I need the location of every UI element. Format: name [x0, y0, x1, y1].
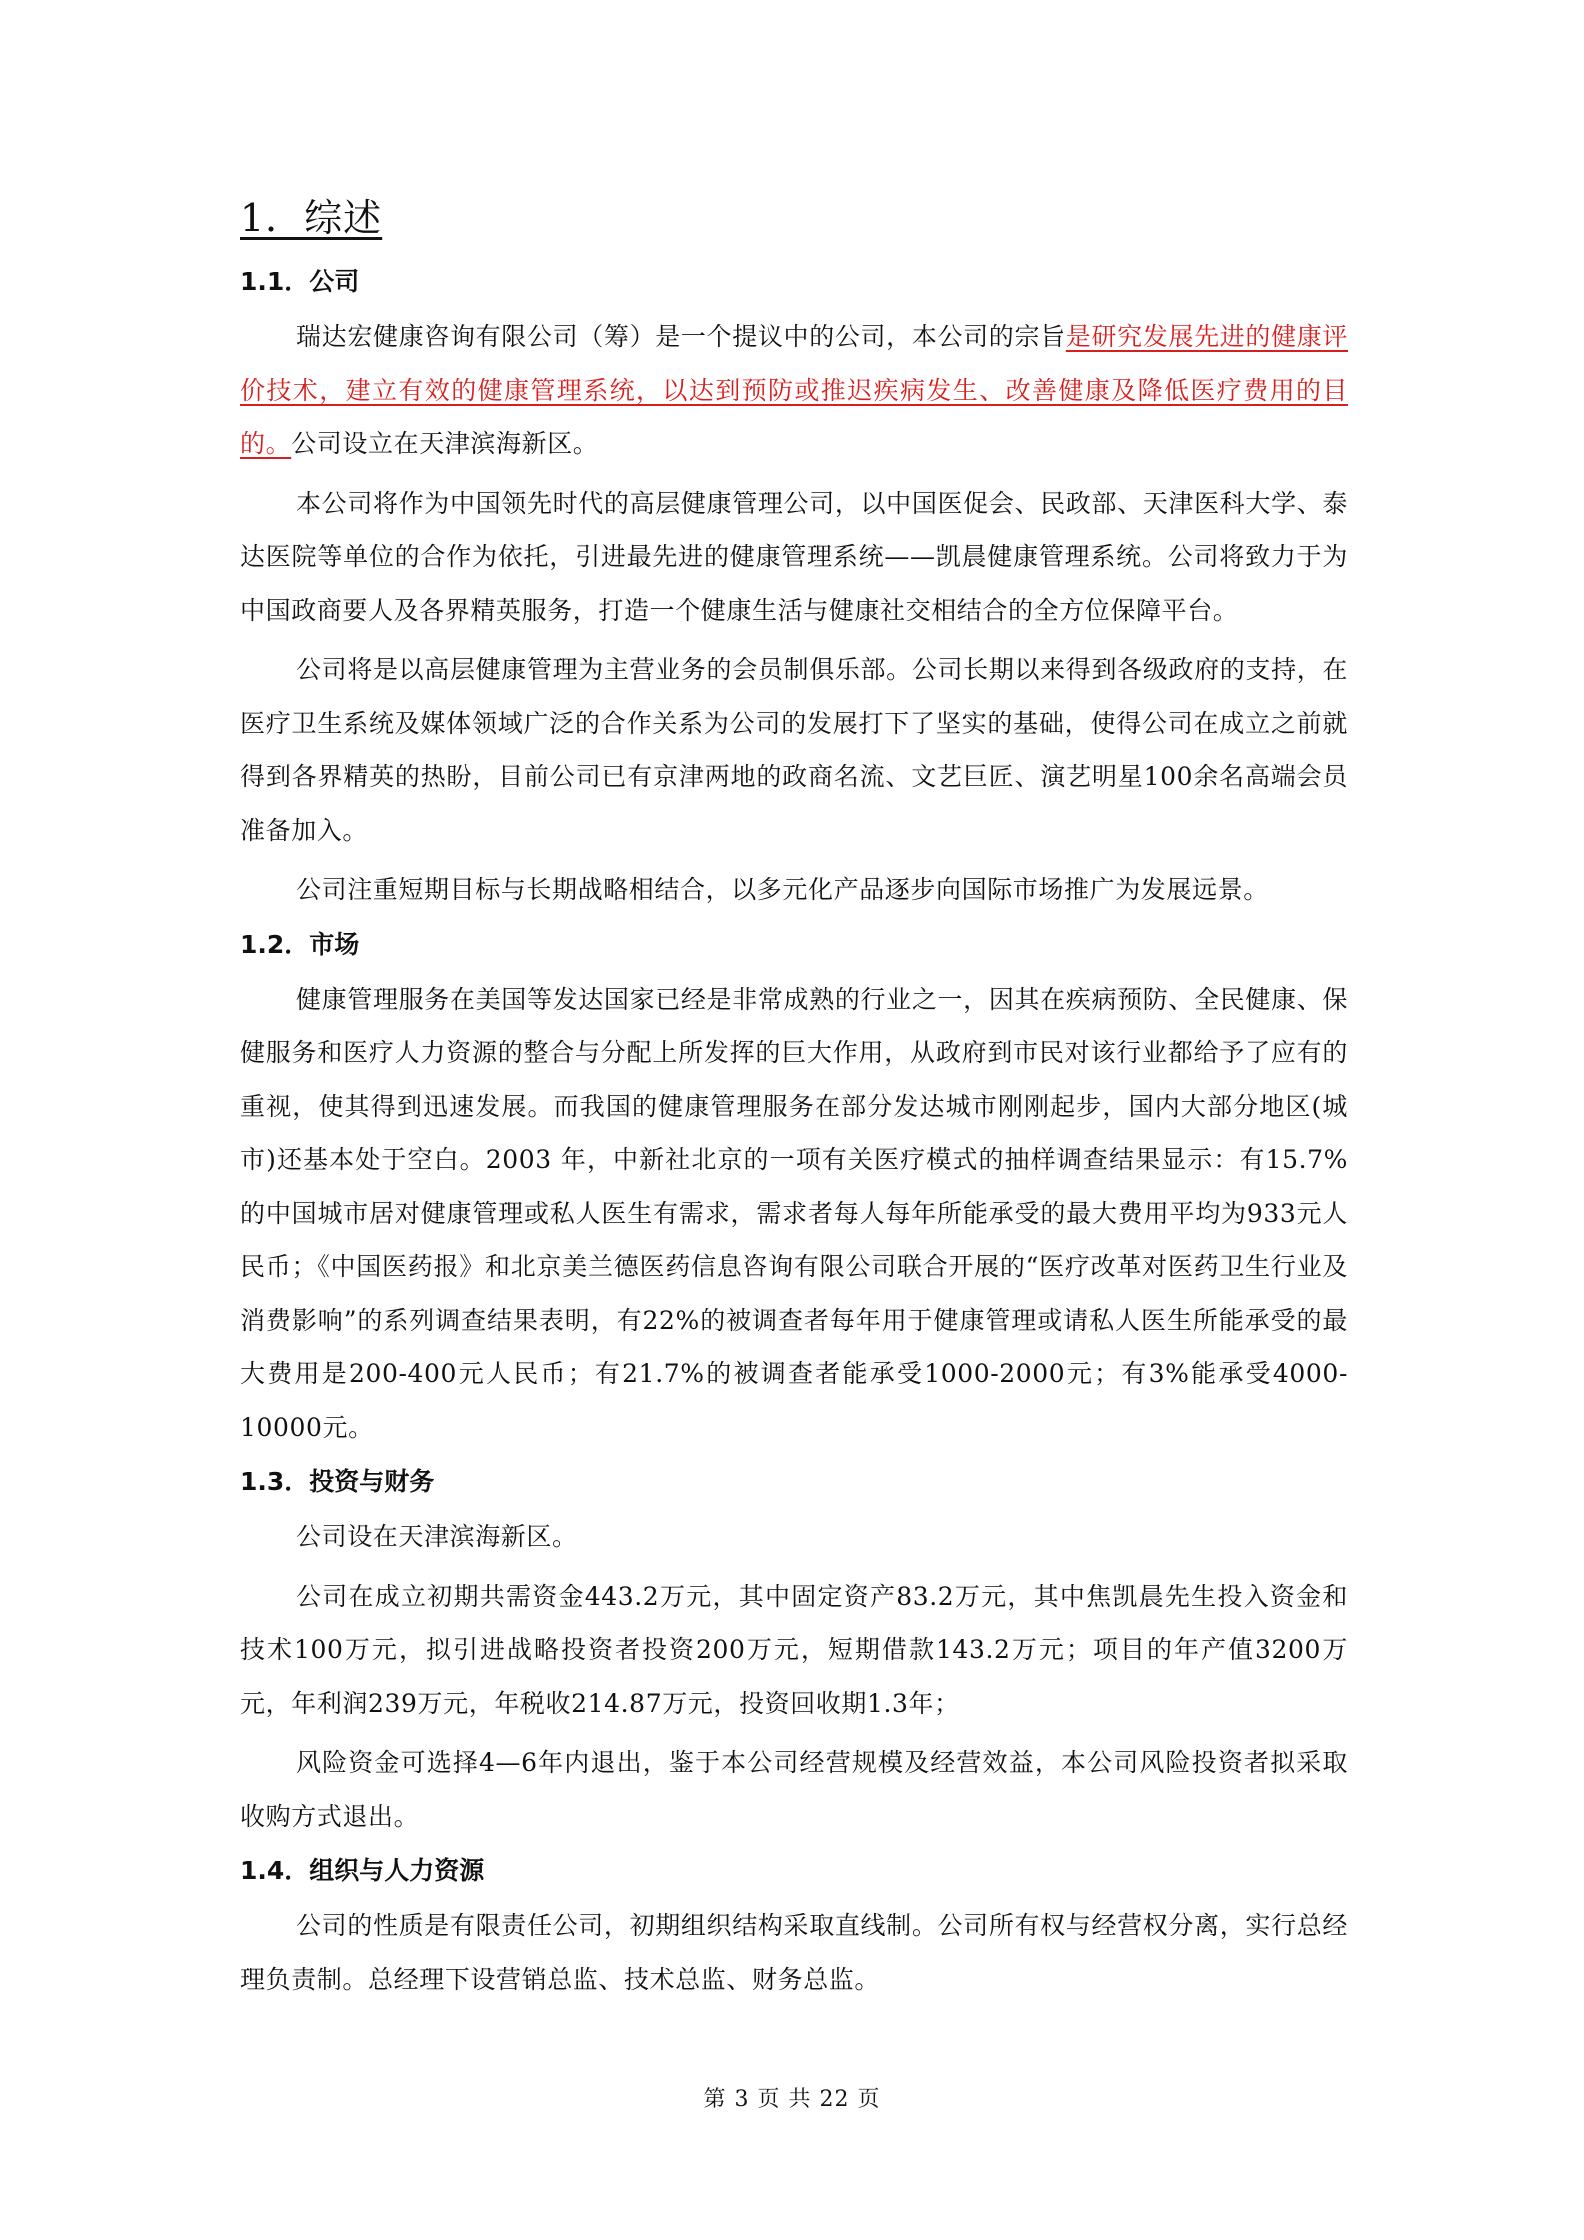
company-paragraph-1	[240, 310, 1348, 471]
company-p1-text-a: 瑞达宏健康咨询有限公司（筹）是一个提议中的公司，本公司的宗旨	[296, 322, 1066, 351]
page-footer: 第 3 页 共 22 页	[703, 2087, 881, 2112]
investment-paragraph-1: 公司设在天津滨海新区。	[296, 1522, 578, 1551]
investment-paragraph-2: 公司在成立初期共需资金443.2万元，其中固定资产83.2万元，其中焦凯晨先生投入资金和技术100万元，拟引进战略投资者投资200万元，短期借款143.2万元；项目的年产值3200万元，年利润239万元，年税收214.87万元，投资回收期1.3年；	[240, 1581, 1348, 1718]
company-paragraph-4: 公司注重短期目标与长期战略相结合，以多元化产品逐步向国际市场推广为发展远景。	[296, 875, 1269, 904]
market-paragraph-1: 健康管理服务在美国等发达国家已经是非常成熟的行业之一，因其在疾病预防、全民健康、保健服务和医疗人力资源的整合与分配上所发挥的巨大作用，从政府到市民对该行业都给予了应有的重视，使其得到迅速发展。而我国的健康管理服务在部分发达城市刚刚起步，国内大部分地区(城市)还基本处于空白。2003 年，中新社北京的一项有关医疗模式的抽样调查结果显示：有15.7%的中国城市居对健康管理或私人医生有需求，需求者每人每年所能承受的最大费用平均为933元人民币；《中国医药报》和北京美兰德医药信息咨询有限公司联合开展的“医疗改革对医药卫生行业及消费影响”的系列调查结果表明，有22%的被调查者每年用于健康管理或请私人医生所能承受的最大费用是200-400元人民币；有21.7%的被调查者能承受1000-2000元；有3%能承受4000-10000元。	[240, 984, 1348, 1442]
company-paragraph-3: 公司将是以高层健康管理为主营业务的会员制俱乐部。公司长期以来得到各级政府的支持，在医疗卫生系统及媒体领域广泛的合作关系为公司的发展打下了坚实的基础，使得公司在成立之前就得到各界精英的热盼，目前公司已有京津两地的政商名流、文艺巨匠、演艺明星100余名高端会员准备加入。	[240, 655, 1348, 845]
company-p1-text-b: 公司设立在天津滨海新区。	[291, 429, 599, 458]
investment-paragraph-3: 风险资金可选择4—6年内退出，鉴于本公司经营规模及经营效益，本公司风险投资者拟采取收购方式退出。	[240, 1748, 1348, 1831]
document-page	[240, 190, 1348, 2012]
organization-paragraph-1: 公司的性质是有限责任公司，初期组织结构采取直线制。公司所有权与经营权分离，实行总经理负责制。总经理下设营销总监、技术总监、财务总监。	[240, 1911, 1348, 1994]
company-purpose-highlight: 是研究发展先进的健康评价技术，建立有效的健康管理系统，以达到预防或推迟疾病发生、改善健康及降低医疗费用的目的。	[240, 322, 1348, 458]
section-title-investment: 1.3．投资与财务	[240, 1467, 435, 1496]
section-title-market: 1.2．市场	[240, 929, 360, 959]
main-heading: 1．综述	[240, 196, 383, 240]
section-title-company: 1.1．公司	[240, 267, 360, 296]
section-title-organization: 1.4．组织与人力资源	[240, 1856, 485, 1885]
company-paragraph-2: 本公司将作为中国领先时代的高层健康管理公司，以中国医促会、民政部、天津医科大学、泰达医院等单位的合作为依托，引进最先进的健康管理系统——凯晨健康管理系统。公司将致力于为中国政商要人及各界精英服务，打造一个健康生活与健康社交相结合的全方位保障平台。	[240, 488, 1348, 625]
